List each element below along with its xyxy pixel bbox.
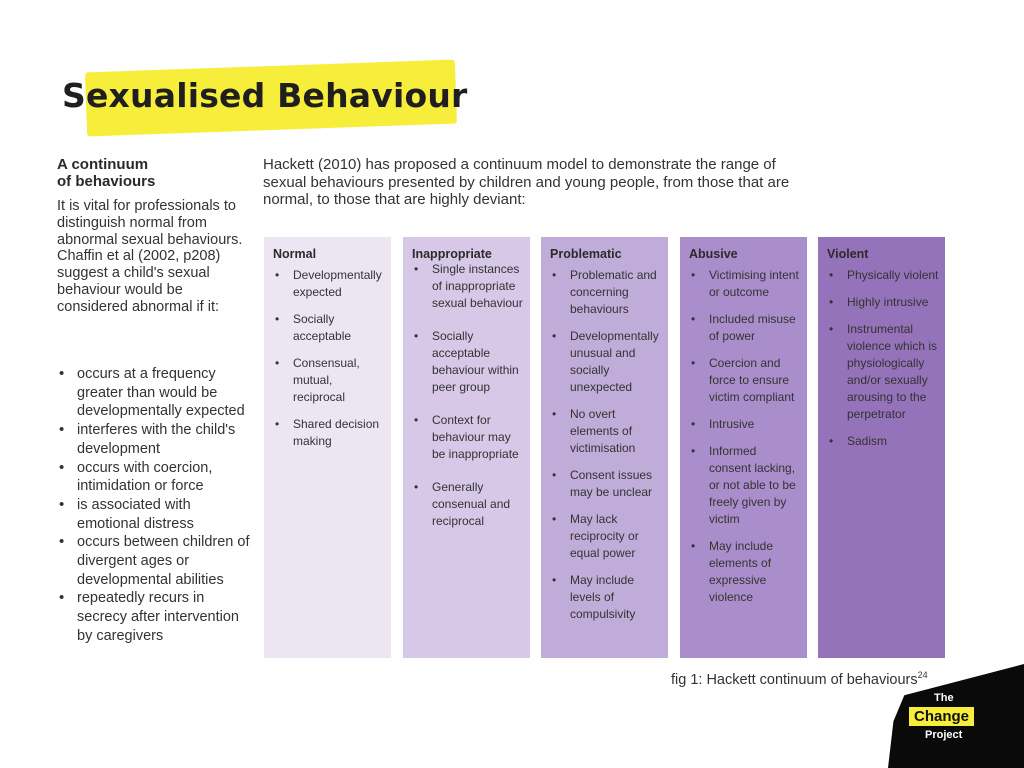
column-title: Abusive: [689, 247, 738, 261]
list-item: • May include levels of compulsivity: [550, 572, 662, 623]
list-item: • May include elements of expressive violence: [689, 538, 801, 606]
column-normal: [264, 237, 391, 658]
logo-text-project: Project: [925, 729, 963, 741]
list-item: • Consensual, mutual, reciprocal: [273, 355, 385, 406]
list-item: • Instrumental violence which is physiologically and/or sexually arousing to the perpetrator: [827, 321, 939, 423]
list-item: • Physically violent: [827, 267, 939, 284]
list-item: • Victimising intent or outcome: [689, 267, 801, 301]
list-item: • occurs between children of divergent ages or developmental abilities: [57, 533, 257, 589]
list-item: • Included misuse of power: [689, 311, 801, 345]
list-item: • Developmentally unusual and socially unexpected: [550, 328, 662, 396]
list-item: • Informed consent lacking, or not able to be freely given by victim: [689, 443, 801, 528]
column-abusive: [680, 237, 807, 658]
list-item: • Developmentally expected: [273, 267, 385, 301]
caption-footnote: 24: [917, 670, 928, 680]
list-item: • occurs with coercion, intimidation or force: [57, 459, 257, 496]
list-item: • Intrusive: [689, 416, 801, 433]
list-item: • Problematic and concerning behaviours: [550, 267, 662, 318]
left-heading-line1: A continuum: [57, 156, 149, 173]
column-title: Inappropriate: [412, 247, 492, 261]
list-item: • No overt elements of victimisation: [550, 406, 662, 457]
logo-text-change: Change: [909, 707, 974, 726]
list-item: • Shared decision making: [273, 416, 385, 450]
left-column: [57, 156, 257, 316]
column-violent: [818, 237, 945, 658]
intro-paragraph: Hackett (2010) has proposed a continuum model to demonstrate the range of sexual behaviours presented by children and young people, from those that are normal, to those that are highly deviant:: [263, 156, 790, 208]
list-item: • Highly intrusive: [827, 294, 939, 311]
column-problematic: [541, 237, 668, 658]
list-item: • Socially acceptable: [273, 311, 385, 345]
slide-title: Sexualised Behaviour: [62, 76, 468, 115]
left-heading: [57, 156, 257, 190]
left-intro-text: It is vital for professionals to distinguish normal from abnormal sexual behaviours. Chaffin et al (2002, p208) suggest a child's sexual behaviour would be considered abnormal if it:: [57, 198, 243, 315]
list-item: • repeatedly recurs in secrecy after intervention by caregivers: [57, 589, 257, 645]
list-item: • Coercion and force to ensure victim compliant: [689, 355, 801, 406]
list-item: • is associated with emotional distress: [57, 496, 257, 533]
left-heading-line2: of behaviours: [57, 173, 156, 190]
list-item: • Generally consenual and reciprocal: [412, 479, 524, 530]
list-item: • Single instances of inappropriate sexual behaviour: [412, 261, 524, 312]
list-item: • Sadism: [827, 433, 939, 450]
column-title: Normal: [273, 247, 317, 261]
column-title: Problematic: [550, 247, 622, 261]
list-item: • Consent issues may be unclear: [550, 467, 662, 501]
logo-text-the: The: [934, 692, 954, 704]
caption-text: fig 1: Hackett continuum of behaviours: [671, 671, 918, 688]
list-item: • Context for behaviour may be inappropriate: [412, 412, 524, 463]
figure-caption: [671, 670, 928, 688]
column-title: Violent: [827, 247, 869, 261]
list-item: • May lack reciprocity or equal power: [550, 511, 662, 562]
list-item: • interferes with the child's development: [57, 421, 257, 458]
list-item: • Socially acceptable behaviour within peer group: [412, 328, 524, 396]
abnormal-criteria-list: [57, 365, 257, 646]
column-inappropriate: [403, 237, 530, 658]
list-item: • occurs at a frequency greater than would be developmentally expected: [57, 365, 257, 421]
